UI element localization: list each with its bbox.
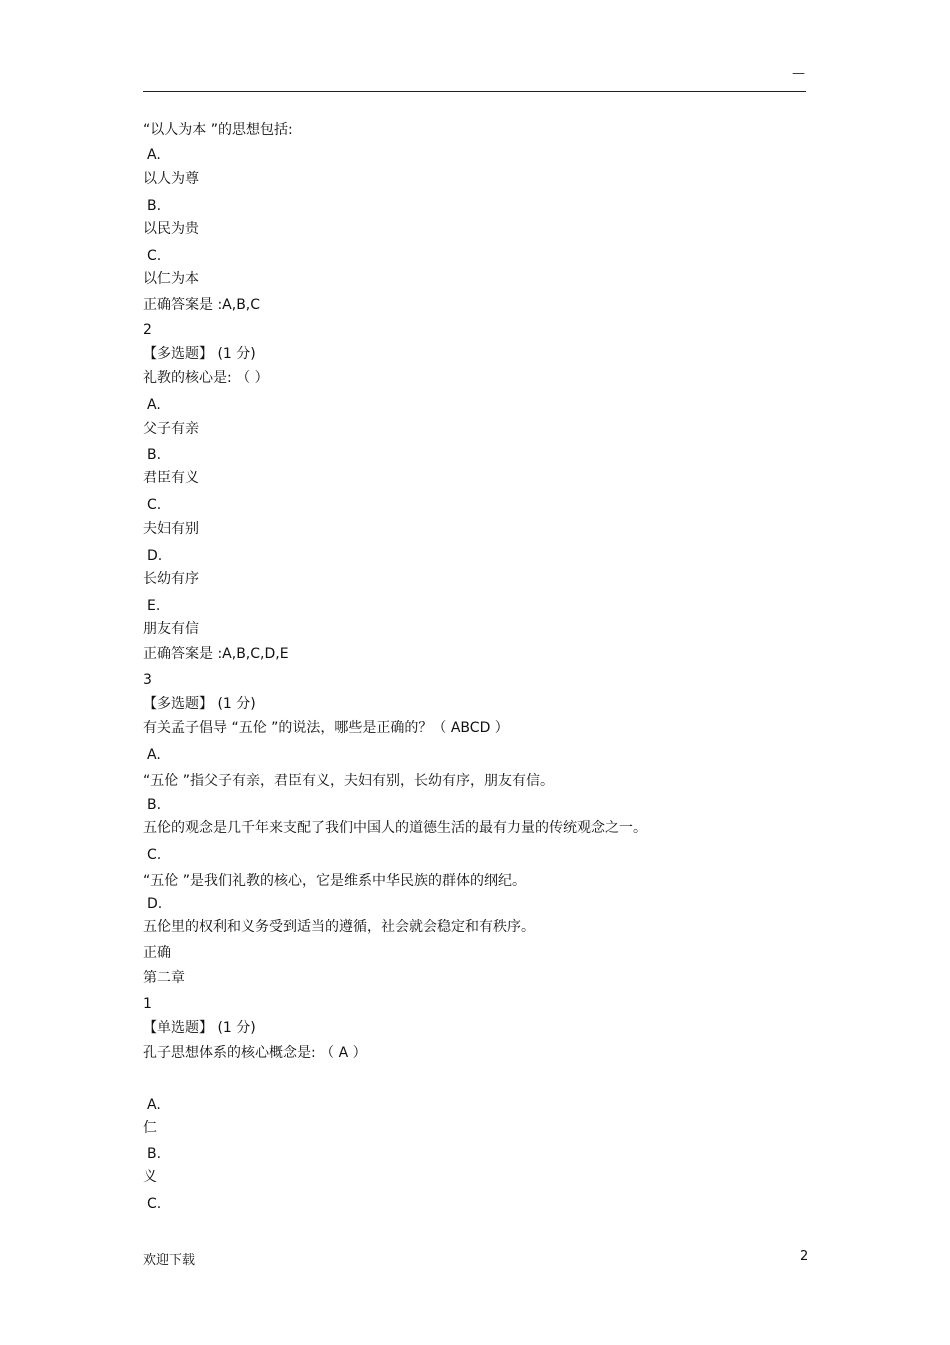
- option-text: 以人为尊: [143, 171, 199, 187]
- option-letter: B.: [147, 797, 162, 813]
- question-type: 【多选题】 (1 分): [143, 696, 256, 712]
- option-text: 以民为贵: [143, 221, 199, 237]
- option-letter: C.: [147, 497, 162, 513]
- option-letter: C.: [147, 847, 162, 863]
- footer-text: 欢迎下载: [143, 1253, 196, 1268]
- option-text: 仁: [143, 1120, 157, 1136]
- option-letter: D.: [147, 548, 163, 564]
- option-letter: C.: [147, 248, 162, 264]
- option-letter: E.: [147, 598, 161, 614]
- option-letter: B.: [147, 1146, 162, 1162]
- option-text: 父子有亲: [143, 421, 199, 437]
- option-letter: A.: [147, 1097, 161, 1113]
- question-type: 【单选题】 (1 分): [143, 1020, 256, 1036]
- option-letter: D.: [147, 896, 163, 912]
- option-text: 夫妇有别: [143, 521, 199, 537]
- option-text: 五伦里的权利和义务受到适当的遵循，社会就会稳定和有秩序。: [143, 919, 535, 935]
- answer-line: 正确答案是 :A,B,C: [143, 297, 261, 313]
- answer-line: 正确答案是 :A,B,C,D,E: [143, 646, 289, 662]
- option-text: 以仁为本: [143, 271, 199, 287]
- question-stem: 礼教的核心是: （ ）: [143, 370, 269, 386]
- option-text: 五伦的观念是几千年来支配了我们中国人的道德生活的最有力量的传统观念之一。: [143, 820, 647, 836]
- option-text: 君臣有义: [143, 470, 199, 486]
- question-number: 2: [143, 322, 152, 338]
- answer-line: 正确: [143, 945, 171, 961]
- question-number: 3: [143, 672, 152, 688]
- option-letter: A.: [147, 147, 161, 163]
- question-stem: 孔子思想体系的核心概念是: （ A ）: [143, 1045, 367, 1061]
- page-number: 2: [800, 1249, 809, 1264]
- option-letter: A.: [147, 747, 161, 763]
- chapter-heading: 第二章: [143, 970, 185, 986]
- option-letter: A.: [147, 397, 161, 413]
- question-stem: 有关孟子倡导 “五伦 ”的说法，哪些是正确的？（ ABCD ）: [143, 720, 509, 736]
- option-letter: C.: [147, 1196, 162, 1212]
- option-text: 朋友有信: [143, 621, 199, 637]
- option-letter: B.: [147, 198, 162, 214]
- option-text: “五伦 ”指父子有亲，君臣有义，夫妇有别，长幼有序，朋友有信。: [143, 773, 554, 789]
- option-letter: B.: [147, 447, 162, 463]
- option-text: 长幼有序: [143, 571, 199, 587]
- question-type: 【多选题】 (1 分): [143, 346, 256, 362]
- question-number: 1: [143, 996, 152, 1012]
- question-stem: “以人为本 ”的思想包括:: [143, 122, 293, 138]
- option-text: 义: [143, 1169, 157, 1185]
- option-text: “五伦 ”是我们礼教的核心，它是维系中华民族的群体的纲纪。: [143, 873, 526, 889]
- header-mark: —: [792, 66, 805, 81]
